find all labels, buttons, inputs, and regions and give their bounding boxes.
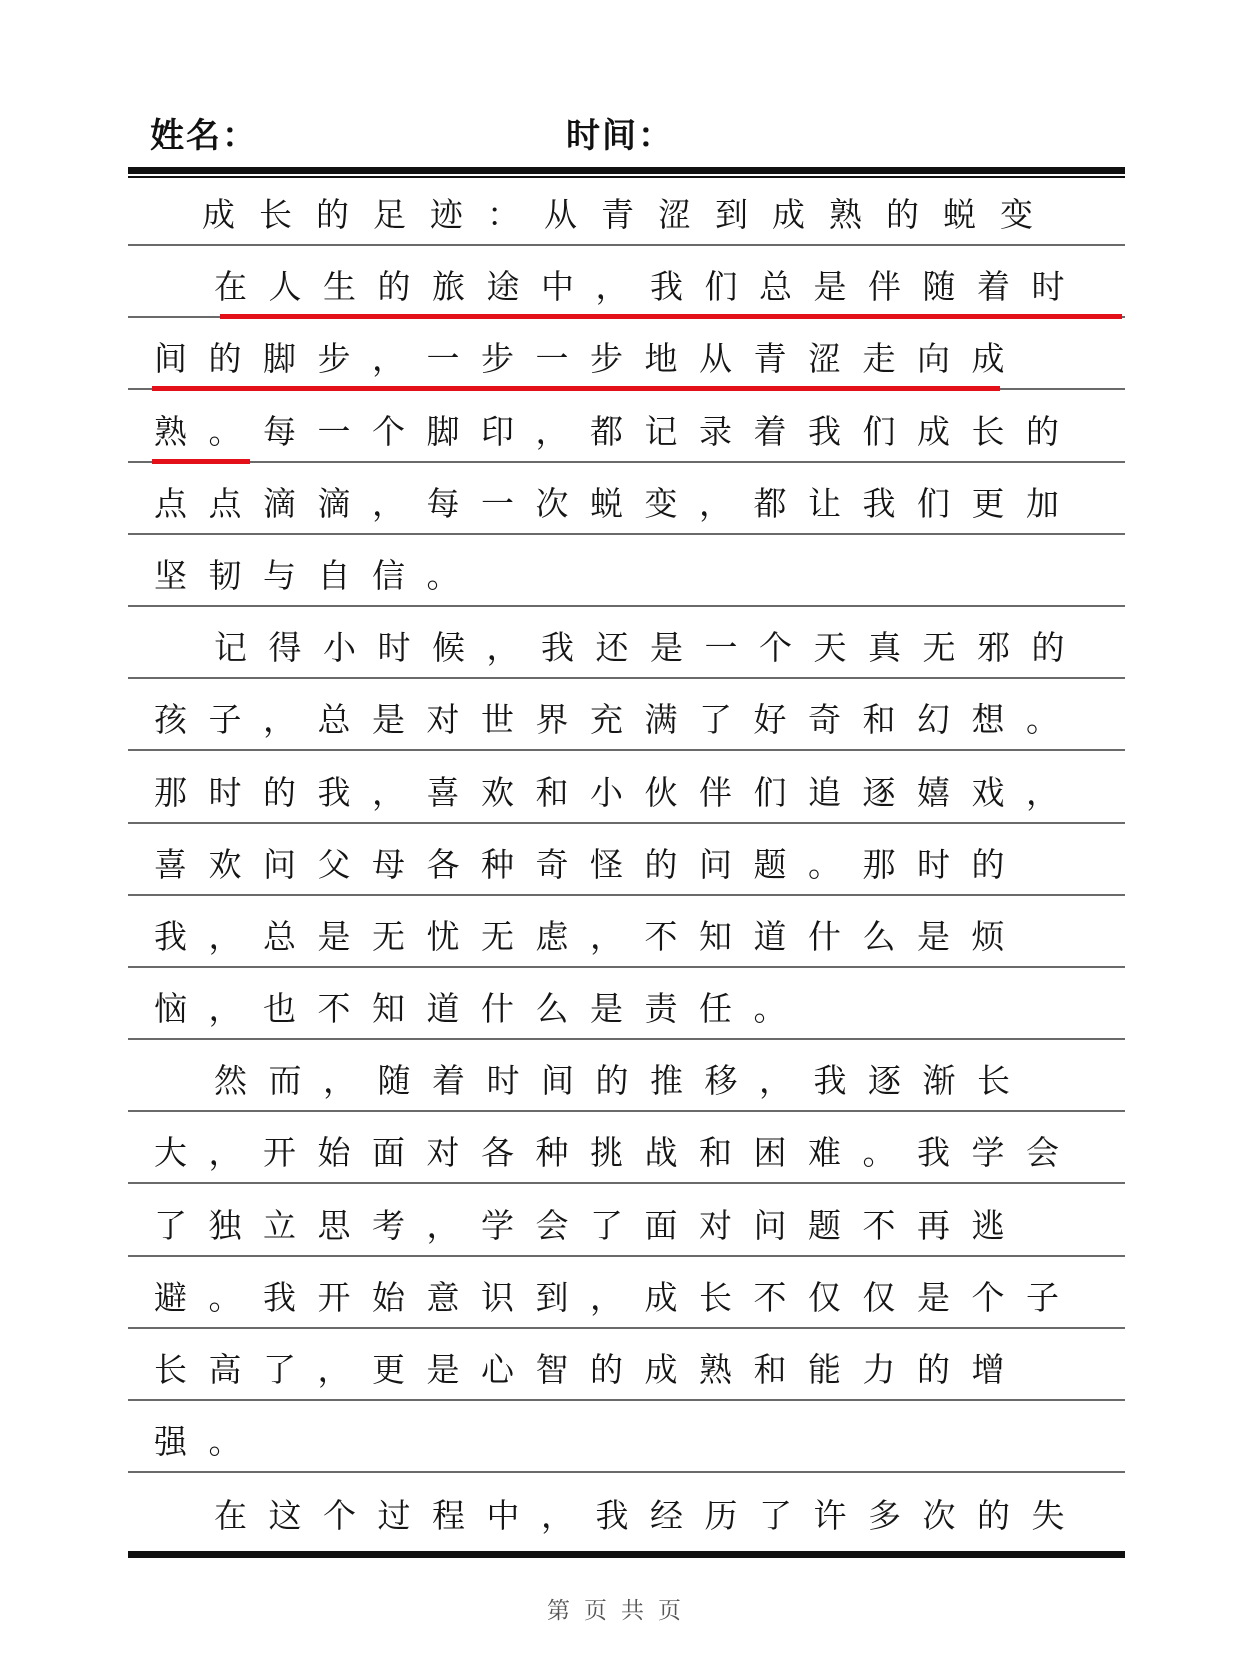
footer-rule-thick (128, 1551, 1125, 1558)
essay-line-text: 在人生的旅途中，我们总是伴随着时 (214, 267, 1086, 307)
essay-line (128, 246, 1125, 318)
essay-line (128, 1329, 1125, 1401)
essay-line-text: 间的脚步，一步一步地从青涩走向成 (154, 339, 1026, 379)
essay-line (128, 1112, 1125, 1184)
header-rule-thick (128, 167, 1125, 174)
essay-title: 成长的足迹：从青涩到成熟的蜕变 (202, 195, 1057, 234)
time-label: 时间： (566, 116, 674, 156)
essay-line (128, 824, 1125, 896)
essay-line (128, 968, 1125, 1040)
essay-line-text: 恼，也不知道什么是责任。 (154, 989, 808, 1029)
essay-line (128, 463, 1125, 535)
essay-line-text: 熟。每一个脚印，都记录着我们成长的 (154, 411, 1081, 451)
essay-line-text: 了独立思考，学会了面对问题不再逃 (154, 1205, 1026, 1245)
essay-line-text: 喜欢问父母各种奇怪的问题。那时的 (154, 844, 1026, 884)
essay-line (128, 1257, 1125, 1329)
essay-line-text: 强。 (154, 1422, 263, 1462)
essay-line (128, 1040, 1125, 1112)
lined-writing-sheet (128, 177, 1125, 1545)
essay-line (128, 535, 1125, 607)
essay-line (128, 1473, 1125, 1545)
essay-line (128, 896, 1125, 968)
essay-line-text: 记得小时候，我还是一个天真无邪的 (214, 628, 1086, 668)
essay-line (128, 1184, 1125, 1256)
essay-line (128, 1401, 1125, 1473)
essay-line-text: 我，总是无忧无虑，不知道什么是烦 (154, 916, 1026, 956)
worksheet-header (0, 108, 1242, 168)
essay-line-text: 坚韧与自信。 (154, 555, 481, 595)
essay-line (128, 607, 1125, 679)
essay-line (128, 318, 1125, 390)
page-number-footer: 第页共页 (547, 1598, 695, 1624)
essay-line (128, 390, 1125, 462)
essay-line-text: 点点滴滴，每一次蜕变，都让我们更加 (154, 483, 1081, 523)
essay-line (128, 751, 1125, 823)
essay-title-line (128, 177, 1125, 246)
name-label: 姓名： (150, 116, 258, 156)
essay-line-text: 长高了，更是心智的成熟和能力的增 (154, 1350, 1026, 1389)
essay-line-text: 大，开始面对各种挑战和困难。我学会 (154, 1133, 1081, 1173)
essay-line-text: 然而，随着时间的推移，我逐渐长 (214, 1061, 1032, 1101)
essay-line-text: 避。我开始意识到，成长不仅仅是个子 (154, 1277, 1081, 1317)
essay-line (128, 679, 1125, 751)
essay-line-text: 在这个过程中，我经历了许多次的失 (214, 1496, 1086, 1536)
essay-line-text: 孩子，总是对世界充满了好奇和幻想。 (154, 700, 1081, 740)
essay-line-text: 那时的我，喜欢和小伙伴们追逐嬉戏， (154, 772, 1081, 812)
